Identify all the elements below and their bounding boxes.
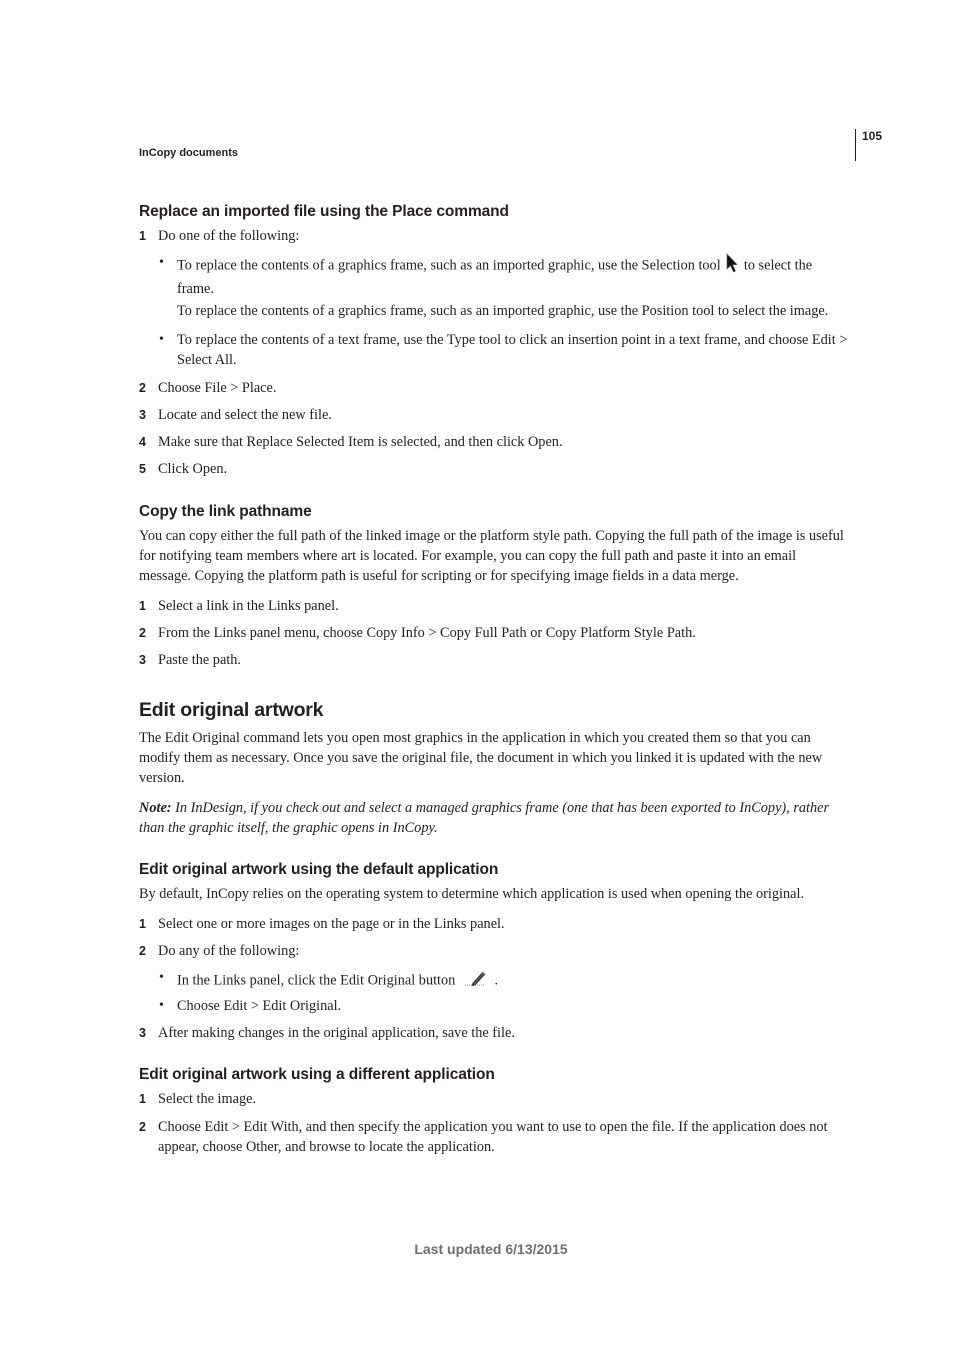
bullet-glyph: •: [159, 332, 164, 347]
footer-last-updated: Last updated 6/13/2015: [414, 1241, 568, 1257]
step-text: Select the image.: [158, 1091, 257, 1107]
note-label: Note:: [139, 800, 172, 816]
step-text: Choose Edit > Edit With, and then specify the application you want to use to open the file. If the application does not appear, choose Other, and browse to locate the application.: [158, 1119, 828, 1155]
step-number: 3: [139, 408, 146, 422]
step-number: 2: [139, 1120, 146, 1134]
bullet-text-part: to select the frame.: [177, 257, 813, 297]
heading-default-application: Edit original artwork using the default application: [139, 861, 499, 878]
bullet-text: To replace the contents of a text frame, use the Type tool to click an insertion point in a text frame, and choose Edit > Select All.: [177, 332, 848, 368]
step-number: 4: [139, 435, 146, 449]
step-number: 1: [139, 229, 146, 243]
step-text: Do one of the following:: [158, 228, 300, 244]
step-text: Paste the path.: [158, 652, 241, 668]
step-text: From the Links panel menu, choose Copy Info > Copy Full Path or Copy Platform Style Path.: [158, 625, 696, 641]
bullet-extra-paragraph: To replace the contents of a graphics frame, such as an imported graphic, use the Position tool to select the image.: [177, 303, 829, 319]
step-number: 1: [139, 1092, 146, 1106]
running-header: InCopy documents: [139, 147, 239, 159]
step-text: After making changes in the original application, save the file.: [158, 1025, 515, 1041]
step-number: 2: [139, 381, 146, 395]
bullet-glyph: •: [159, 255, 164, 270]
step-text: Do any of the following:: [158, 943, 300, 959]
bullet-text-part: .: [494, 972, 499, 989]
heading-edit-original-artwork: Edit original artwork: [139, 699, 324, 721]
step-text: Select one or more images on the page or in the Links panel.: [158, 916, 505, 932]
step-text: Select a link in the Links panel.: [158, 598, 339, 614]
heading-different-application: Edit original artwork using a different application: [139, 1066, 495, 1083]
selection-arrow-icon: [725, 253, 739, 279]
step-number: 1: [139, 599, 146, 613]
bullet-text-part: To replace the contents of a graphics frame, such as an imported graphic, use the Selection tool: [177, 257, 721, 274]
note-paragraph: [139, 798, 851, 838]
page-number: 105: [862, 129, 883, 143]
step-number: 1: [139, 917, 146, 931]
paragraph-copy-intro: You can copy either the full path of the linked image or the platform style path. Copying the full path of the image is useful for notifying team members where art is located. For example, you can copy the full path and paste it into an email message. Copying the platform path is useful for scripting or for specifying image fields in a data merge.: [139, 528, 844, 584]
step-text: Choose File > Place.: [158, 380, 277, 396]
step-text: Locate and select the new file.: [158, 407, 332, 423]
heading-replace-file: Replace an imported file using the Place command: [139, 203, 509, 220]
step-number: 2: [139, 944, 146, 958]
bullet-text-part: In the Links panel, click the Edit Original button: [177, 972, 456, 989]
step-number: 3: [139, 653, 146, 667]
paragraph-default-intro: By default, InCopy relies on the operating system to determine which application is used when opening the original.: [139, 886, 805, 902]
page-number-rule: [855, 129, 856, 161]
edit-original-pencil-icon: [463, 968, 489, 994]
step-text: Make sure that Replace Selected Item is selected, and then click Open.: [158, 434, 563, 450]
bullet-glyph: •: [159, 998, 164, 1013]
heading-copy-link-pathname: Copy the link pathname: [139, 503, 312, 520]
bullet-text: [177, 253, 851, 299]
note-text: In InDesign, if you check out and select a managed graphics frame (one that has been exported to InCopy), rather than the graphic itself, the graphic opens in InCopy.: [139, 800, 830, 836]
step-number: 2: [139, 626, 146, 640]
step-number: 5: [139, 462, 146, 476]
bullet-text: Choose Edit > Edit Original.: [177, 998, 342, 1014]
paragraph-edit-intro: The Edit Original command lets you open most graphics in the application in which you created them so that you can modify them as necessary. Once you save the original file, the document in which you linked it is updated with the new version.: [139, 730, 823, 786]
bullet-text: [177, 968, 851, 994]
bullet-glyph: •: [159, 970, 164, 985]
step-text: Click Open.: [158, 461, 228, 477]
step-number: 3: [139, 1026, 146, 1040]
